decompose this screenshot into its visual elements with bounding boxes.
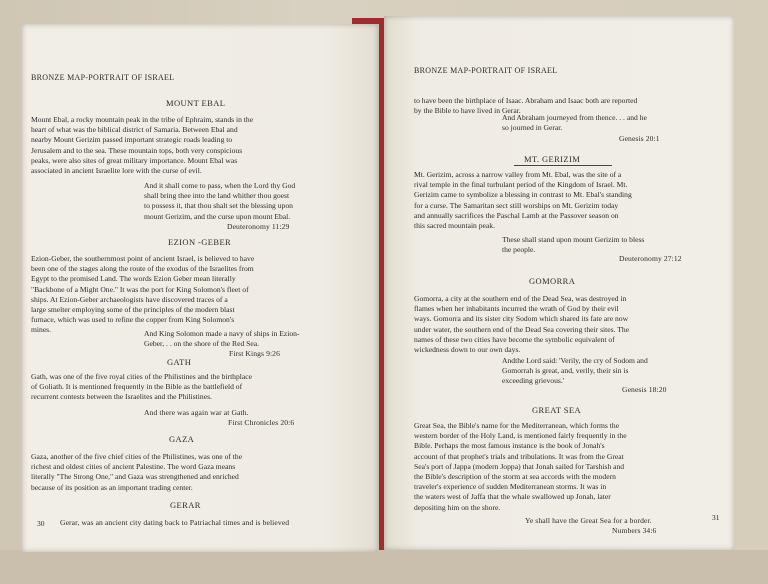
paragraph-gomorra: Gomorra, a city at the southern end of the Dead Sea, was destroyed in flames when her inhabitants incurred the wrath of God by their evil ways. Gomorra and its sister city Sodom which shared its fate are now under water, the southern end of the Dead Sea covering their sites. The names of these two cities have become the symbolic equivalent of wickedness down to our own days. [414,294,630,355]
section-heading-gerar: GERAR [170,500,201,510]
running-head: BRONZE MAP-PORTRAIT OF ISRAEL [414,66,558,75]
quote-genesis-18-20: Andthe Lord said: 'Verily, the cry of Sodom and Gomorrah is great, and, verily, their sin is exceeding grievous.' [502,356,648,386]
paragraph-gath: Gath, was one of the five royal cities of the Philistines and the birthplace of Goliath. It is mentioned frequently in the Bible as the battlefield of recurrent contests between the Israelites and the Philistines. [31,372,253,402]
section-heading-gath: GATH [167,357,192,367]
quote-ezion-geber: And King Solomon made a navy of ships in Ezion- Geber, . . on the shore of the Red Sea. [144,329,300,349]
quote-gath: And there was again war at Gath. [144,408,249,417]
running-head: BRONZE MAP-PORTRAIT OF ISRAEL [31,73,175,82]
quote-numbers-34-6: Ye shall have the Great Sea for a border. [525,516,652,525]
section-heading-great-sea: GREAT SEA [532,405,582,415]
book-cover-bottom [0,550,768,584]
paragraph-mt-gerizim: Mt. Gerizim, across a narrow valley from Mt. Ebal, was the site of a rival temple in the final turbulant period of the Kingdom of Israel. Mt. Gerizim came to symbolize a blessing in contrast to Mt. Ebal's standing for a curse. The Samaritan sect still worships on Mt. Gerizim today and annually sacrifices the Paschal Lamb at the Passover season on this sacred mountain peak. [414,170,632,231]
citation-deuteronomy-27-12: Deuteronomy 27:12 [619,254,682,263]
quote-mount-ebal: And it shall come to pass, when the Lord thy God shall bring thee into the land whither thou goest to possess it, that thou shalt set the blessing upon mount Gerizim, and the curse upon mount Ebal. [144,181,296,221]
section-heading-mt-gerizim: MT. GERIZIM [524,154,581,164]
citation-genesis-20-1: Genesis 20:1 [619,134,660,143]
section-heading-gaza: GAZA [169,434,195,444]
section-heading-gomorra: GOMORRA [529,276,576,286]
paragraph-great-sea: Great Sea, the Bible's name for the Mediterranean, which forms the western border of the Holy Land, is mentioned fairly frequently in the Bible. Perhaps the most famous instance is the book of Jonah's account of that prophet's trials and tribulations. It was from the Great Sea's port of Jappa (modern Joppa) that Jonah sailed for Tarshish and the Bible's description of the storm at sea accords with the modern traveler's experience of sudden Mediterranean storms. It was in the waters west of Jaffa that the whale swallowed up Jonah, later depositing him on the shore. [414,421,627,512]
citation-first-kings-9-26: First Kings 9:26 [229,349,280,358]
left-page [22,24,379,552]
citation-numbers-34-6: Numbers 34:6 [612,526,657,535]
citation-deuteronomy-11-29: Deuteronomy 11:29 [227,222,290,231]
paragraph-gaza: Gaza, another of the five chief cities of the Philistines, was one of the richest and oldest cities of ancient Palestine. The word Gaza means literally "The Strong One," and Gaza was strengthened and enriched because of its position as an important trading center. [31,452,243,492]
section-heading-ezion-geber: EZION -GEBER [168,237,232,247]
quote-deuteronomy-27-12: These shall stand upon mount Gerizim to bless the people. [502,235,645,255]
paragraph-gerar-continued: to have been the birthplace of Isaac. Abraham and Isaac both are reported by the Bible to have lived in Gerar. [414,96,638,116]
section-heading-mount-ebal: MOUNT EBAL [166,98,226,108]
page-number-right: 31 [712,513,720,522]
quote-genesis-20-1: And Abraham journeyed from thence. . . and he so journed in Gerar. [502,113,647,133]
citation-first-chronicles-20-6: First Chronicles 20:6 [228,418,295,427]
page-number-left: 30 [37,519,45,528]
paragraph-ezion-geber: Ezion-Geber, the southernmost point of ancient Israel, is believed to have been one of the stages along the route of the exodus of the Israelites from Egypt to the promised Land. The words Ezion Geber mean literally "Backbone of a Might One." It was the port for King Solomon's fleet of ships. At Ezion-Geber archaeologists have discovered traces of a large smelter employing some of the principles of the modern blast furnace, which was used to refine the copper from King Solomon's mines. [31,254,255,335]
heading-underline [514,165,612,166]
paragraph-mount-ebal: Mount Ebal, a rocky mountain peak in the tribe of Ephraim, stands in the heart of what was the biblical district of Samaria. Between Ebal and nearby Mount Gerizim passed important strategic roads leading to Jerusalem and to the sea. These mountain tops, both very conspicious peaks, were also sites of great military importance. Mount Ebal was associated in ancient Israelite lore with the curse of evil. [31,115,254,176]
paragraph-gerar: Gerar, was an ancient city dating back to Patriachal times and is believed [60,518,290,527]
right-page [384,16,734,550]
citation-genesis-18-20: Genesis 18:20 [622,385,667,394]
